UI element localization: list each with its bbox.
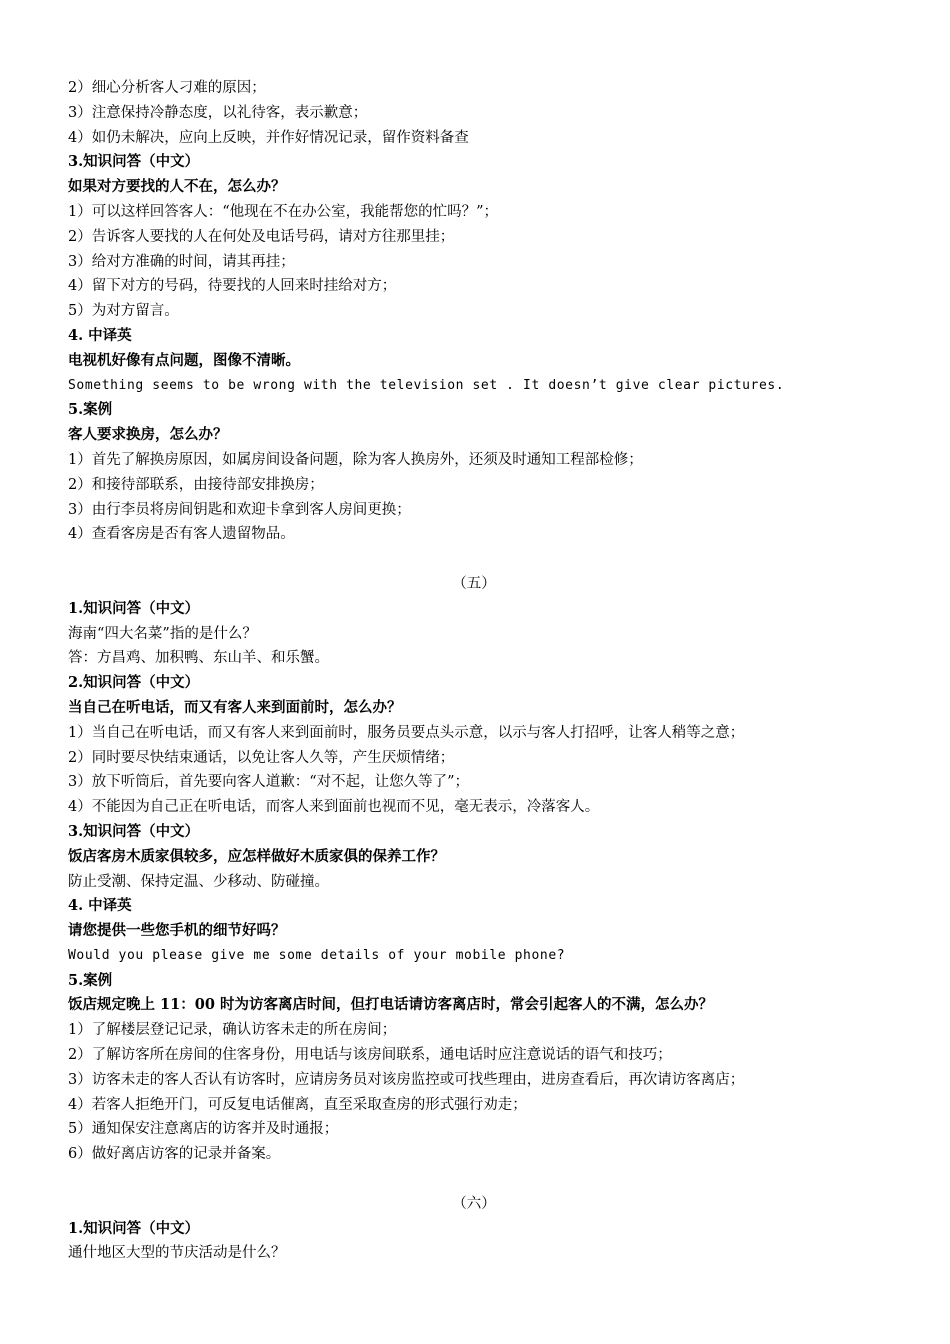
body-line: 4）不能因为自己正在听电话，而客人来到面前也视而不见，毫无表示，冷落客人。 [68,799,600,816]
body-line: 1）了解楼层登记记录，确认访客未走的所在房间； [68,1022,397,1039]
bold-heading-line: 饭店规定晚上 11：00 时为访客离店时间，但打电话请访客离店时，常会引起客人的不满，怎么办？ [68,996,713,1014]
body-line: 1）可以这样回答客人：“他现在不在办公室，我能帮您的忙吗？”； [68,203,499,220]
bold-heading-line: 4. 中译英 [68,897,132,915]
body-line: 1）首先了解换房原因，如属房间设备问题，除为客人换房外，还须及时通知工程部检修； [68,451,643,468]
bold-heading-line: 1.知识问答（中文） [68,599,200,617]
body-line: 防止受潮、保持定温、少移动、防碰撞。 [68,873,329,890]
body-line: 5）为对方留言。 [68,303,179,320]
body-line: 3）注意保持冷静态度，以礼待客，表示歉意； [68,104,368,121]
bold-heading-line: 如果对方要找的人不在，怎么办？ [68,178,286,196]
body-line: 2）了解访客所在房间的住客身份，用电话与该房间联系，通电话时应注意说话的语气和技巧； [68,1047,672,1064]
blank-line [68,1167,928,1192]
body-line: 4）如仍未解决，应向上反映，并作好情况记录，留作资料备查 [68,129,469,146]
bold-heading-line: 1.知识问答（中文） [68,1219,200,1237]
body-line: 3）由行李员将房间钥匙和欢迎卡拿到客人房间更换； [68,501,411,518]
body-line: 2）和接待部联系，由接待部安排换房； [68,476,324,493]
bold-heading-line: 电视机好像有点问题，图像不清晰。 [68,351,300,369]
body-line: 3）放下听筒后，首先要向客人道歉：“对不起，让您久等了”； [68,774,470,791]
bold-heading-line: 5.案例 [68,971,113,989]
body-line: 海南“四大名菜”指的是什么？ [68,625,257,642]
body-line: 2）同时要尽快结束通话，以免让客人久等，产生厌烦情绪； [68,749,455,766]
bold-heading-line: 4. 中译英 [68,326,132,344]
bold-heading-line: 2.知识问答（中文） [68,674,200,692]
document-page [68,76,928,1266]
body-line: 通什地区大型的节庆活动是什么？ [68,1245,286,1262]
bold-heading-line: 当自己在听电话，而又有客人来到面前时，怎么办？ [68,698,402,716]
bold-heading-line: 5.案例 [68,401,113,419]
body-line: 1）当自己在听电话，而又有客人来到面前时，服务员要点头示意，以示与客人打招呼，让客人稍等之意； [68,724,745,741]
body-line: 4）若客人拒绝开门，可反复电话催离，直至采取查房的形式强行劝走； [68,1096,527,1113]
bold-heading-line: 3.知识问答（中文） [68,153,200,171]
body-line: 4）查看客房是否有客人遗留物品。 [68,526,295,543]
body-line: 3）访客未走的客人否认有访客时，应请房务员对该房监控或可找些理由，进房查看后，再次请访客离店； [68,1071,745,1088]
english-translation-line: Something seems to be wrong with the television set . It doesn’t give clear pictures. [68,377,785,393]
body-line: 2）告诉客人要找的人在何处及电话号码，请对方往那里挂； [68,228,455,245]
body-line: 4）留下对方的号码，待要找的人回来时挂给对方； [68,278,397,295]
bold-heading-line: 请您提供一些您手机的细节好吗？ [68,922,286,940]
blank-line [68,547,928,572]
body-line: 答：方昌鸡、加积鸭、东山羊、和乐蟹。 [68,650,329,667]
body-line: 6）做好离店访客的记录并备案。 [68,1146,281,1163]
bold-heading-line: 客人要求换房，怎么办？ [68,426,228,444]
bold-heading-line: 饭店客房木质家俱较多，应怎样做好木质家俱的保养工作？ [68,847,445,865]
english-translation-line: Would you please give me some details of your mobile phone? [68,947,566,963]
bold-heading-line: 3.知识问答（中文） [68,822,200,840]
body-line: 2）细心分析客人刁难的原因； [68,80,266,96]
body-line: 5）通知保安注意离店的访客并及时通报； [68,1121,339,1138]
section-title: （六） [452,1195,496,1212]
body-line: 3）给对方准确的时间，请其再挂； [68,253,295,270]
section-title: （五） [452,575,496,592]
